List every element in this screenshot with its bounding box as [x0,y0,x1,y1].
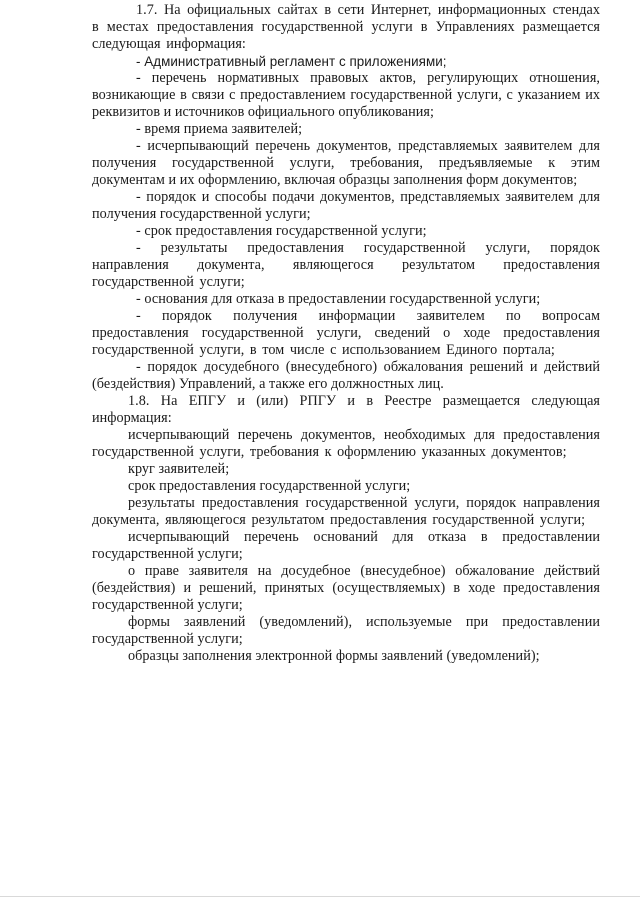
paragraph-1-7: 1.7. На официальных сайтах в сети Интернет, информационных стендах в местах предоставления государственной услуги в Управлениях размещается следующая информация: [92,2,600,52]
list-item-regulation: - Административный регламент с приложениями; [136,54,447,69]
list-item-service-term: - срок предоставления государственной услуги; [136,223,427,239]
paragraph-1-8: 1.8. На ЕПГУ и (или) РПГУ и в Реестре размещается следующая информация: [92,393,600,426]
list-item-required-documents: исчерпывающий перечень документов, необходимых для предоставления государственной услуги, требования к оформлению указанных документов; [92,427,600,460]
list-item-information-procedure: - порядок получения информации заявителем по вопросам предоставления государственной услуги, сведений о ходе предоставления государственной услуги, в том числе с использованием Единого портала; [92,308,600,358]
list-item-application-forms: формы заявлений (уведомлений), используемые при предоставлении государственной услуги; [92,614,600,647]
list-item-legal-acts: - перечень нормативных правовых актов, регулирующих отношения, возникающие в связи с предоставлением государственной услуги, с указанием их реквизитов и источников официального опубликования; [92,70,600,120]
list-item-service-results-2: результаты предоставления государственной услуги, порядок направления документа, являющегося результатом предоставления государственной услуги; [92,495,600,528]
page-bottom-edge [0,896,640,897]
list-item-service-results: - результаты предоставления государственной услуги, порядок направления документа, являющегося результатом предоставления государственной услуги; [92,240,600,290]
list-item-appeal-right: о праве заявителя на досудебное (внесудебное) обжалование действий (бездействия) и решений, принятых (осуществляемых) в ходе предоставления государственной услуги; [92,563,600,613]
list-item-refusal-grounds: - основания для отказа в предоставлении государственной услуги; [136,291,541,307]
list-item-applicants: круг заявителей; [128,461,230,477]
document-body [92,2,600,665]
list-item-refusal-grounds-2: исчерпывающий перечень оснований для отказа в предоставлении государственной услуги; [92,529,600,562]
list-item-reception-time: - время приема заявителей; [136,121,303,137]
list-item-documents-list: - исчерпывающий перечень документов, представляемых заявителем для получения государственной услуги, требования, предъявляемые к этим документам и их оформлению, включая образцы заполнения форм документов; [92,138,600,188]
list-item-appeal-procedure: - порядок досудебного (внесудебного) обжалования решений и действий (бездействия) Управлений, а также его должностных лиц. [92,359,600,392]
list-item-form-samples: образцы заполнения электронной формы заявлений (уведомлений); [128,648,540,664]
list-item-submission-methods: - порядок и способы подачи документов, представляемых заявителем для получения государственной услуги; [92,189,600,222]
list-item-service-term-2: срок предоставления государственной услуги; [128,478,411,494]
